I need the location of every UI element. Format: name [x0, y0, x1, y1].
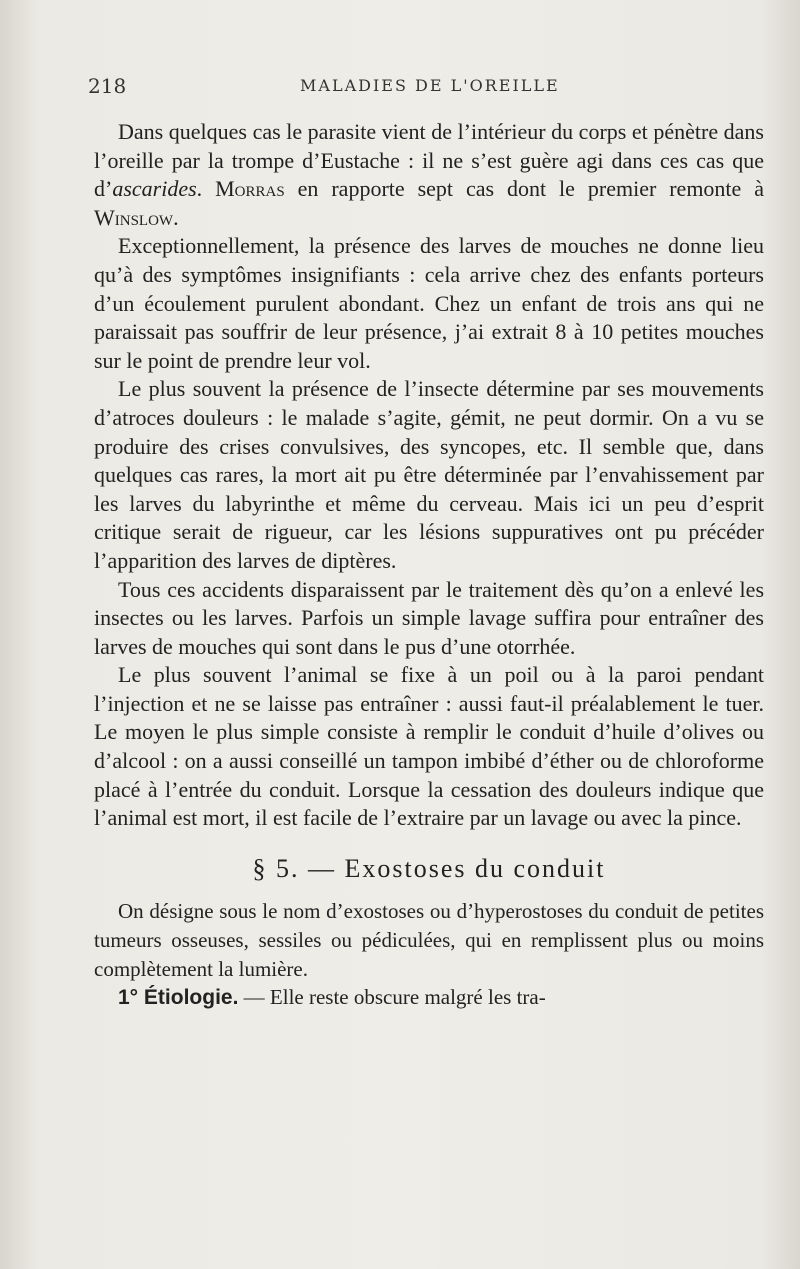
page-body — [94, 118, 764, 1013]
paragraph-5: Le plus souvent l’animal se fixe à un poil ou à la paroi pendant l’injection et ne se laisse pas entraîner : aussi faut-il préalablement le tuer. Le moyen le plus simple consiste à remplir le conduit d’huile d’olives ou d’alcool : on a aussi conseillé un tampon imbibé d’éther ou de chloroforme placé à l’entrée du conduit. Lorsque la cessation des douleurs indique que l’animal est mort, il est facile de l’extraire par un lavage ou avec la pince. — [94, 662, 764, 831]
author-morras: Morras — [215, 176, 285, 202]
p1-text-c: en rapporte sept cas dont le premier remonte à — [284, 176, 765, 202]
paragraph-6: On désigne sous le nom d’exostoses ou d’hyperostoses du conduit de petites tumeurs osseuses, sessiles ou pédiculées, qui en remplissent plus ou moins complètement la lumière. — [94, 899, 764, 981]
etiologie-text: — Elle reste obscure malgré les tra- — [238, 985, 546, 1010]
paragraph-7 — [94, 983, 764, 1013]
section-heading: § 5. — Exostoses du conduit — [252, 853, 606, 883]
paragraph-3: Le plus souvent la présence de l’insecte détermine par ses mouvements d’atroces douleurs : le malade s’agite, gémit, ne peut dormir. On a vu se produire des crises convulsives, des syncopes, etc. Il semble que, dans quelques cas rares, la mort ait pu être déterminée par l’envahissement par les larves du labyrinthe et même du cerveau. Mais ici un peu d’esprit critique serait de rigueur, car les lésions suppuratives ont pu précéder l’apparition des larves de diptères. — [94, 376, 764, 573]
page-header — [88, 74, 768, 104]
running-title: MALADIES DE L'OREILLE — [300, 76, 560, 95]
p1-text-d: . — [173, 204, 179, 230]
page-number: 218 — [88, 74, 127, 98]
p1-text-a: Dans quelques cas le parasite vient de l’intérieur du corps et pénètre dans l’oreille par la trompe d’Eustache : il ne s’est guère agi dans ces cas que d’ — [94, 119, 764, 202]
etiologie-label: 1° Étiologie. — [118, 986, 239, 1010]
paragraph-4: Tous ces accidents disparaissent par le traitement dès qu’on a enlevé les insectes ou les larves. Parfois un simple lavage suffira pour entraîner des larves de mouches qui sont dans le pus d’une otorrhée. — [94, 576, 764, 659]
paragraph-2: Exceptionnellement, la présence des larves de mouches ne donne lieu qu’à des symptômes insignifiants : cela arrive chez des enfants porteurs d’un écoulement purulent abondant. Chez un enfant de trois ans qui ne paraissait pas souffrir de leur présence, j’ai extrait 8 à 10 petites mouches sur le point de prendre leur vol. — [94, 233, 764, 373]
p1-text-b: . — [196, 176, 216, 202]
paragraph-1 — [94, 118, 764, 232]
author-winslow: Winslow — [94, 204, 174, 230]
p1-italic: ascarides — [112, 176, 197, 202]
